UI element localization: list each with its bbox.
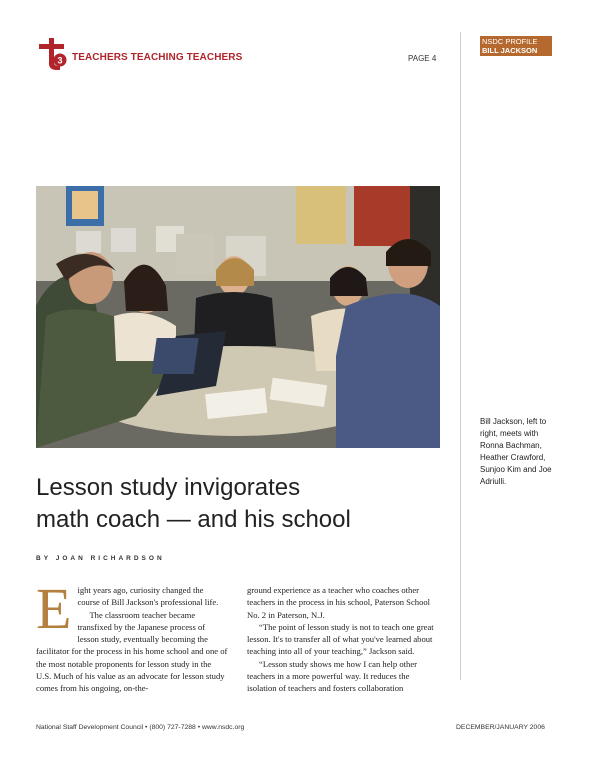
logo-number: 3 [57, 55, 63, 66]
section-title: TEACHERS TEACHING TEACHERS [72, 52, 243, 63]
article-column-1 [36, 576, 228, 695]
article-column-2 [247, 584, 439, 695]
page-number: PAGE 4 [408, 54, 437, 63]
paragraph-1: ight years ago, curiosity changed the course of Bill Jackson's professional life. [77, 585, 219, 608]
profile-name: BILL JACKSON [482, 46, 538, 55]
paragraph-2: The classroom teacher became transfixed by the Japanese process of lesson study, eventually becoming the facilitator for the process in his home school and one of the most notable proponents for lesson study in the U.S. Much of his value as an advocate for lesson study comes from his ongoing, on-the- [36, 609, 228, 694]
headline-line-1: Lesson study invigorates [36, 474, 301, 501]
paragraph-5: “Lesson study shows me how I can help other teachers in a more powerful way. It reduces the isolation of teachers and fosters collaboration [247, 658, 417, 694]
byline: BY JOAN RICHARDSON [36, 555, 165, 562]
footer-date: DECEMBER/JANUARY 2006 [456, 724, 545, 731]
meeting-photo-illustration [36, 186, 440, 448]
headline-line-2: math coach — and his school [36, 506, 351, 533]
meeting-photo [36, 186, 440, 448]
drop-cap: E [36, 576, 72, 641]
article-headline [36, 472, 436, 536]
paragraph-3: ground experience as a teacher who coaches other teachers in the process in his school, Paterson School No. 2 in Paterson, N.J. [247, 585, 431, 620]
profile-label: NSDC PROFILE [482, 37, 538, 46]
footer-organization: National Staff Development Council • (800) 727-7288 • www.nsdc.org [36, 724, 245, 731]
profile-badge [480, 36, 552, 56]
photo-caption: Bill Jackson, left to right, meets with Ronna Bachman, Heather Crawford, Sunjoo Kim and Joe Adriulli. [480, 417, 552, 486]
paragraph-4: “The point of lesson study is not to teach one great lesson. It's to transfer all of what you've learned about teaching into all of your teaching,” Jackson said. [247, 621, 434, 657]
column-divider [460, 32, 461, 680]
t3-logo-icon [36, 36, 68, 70]
